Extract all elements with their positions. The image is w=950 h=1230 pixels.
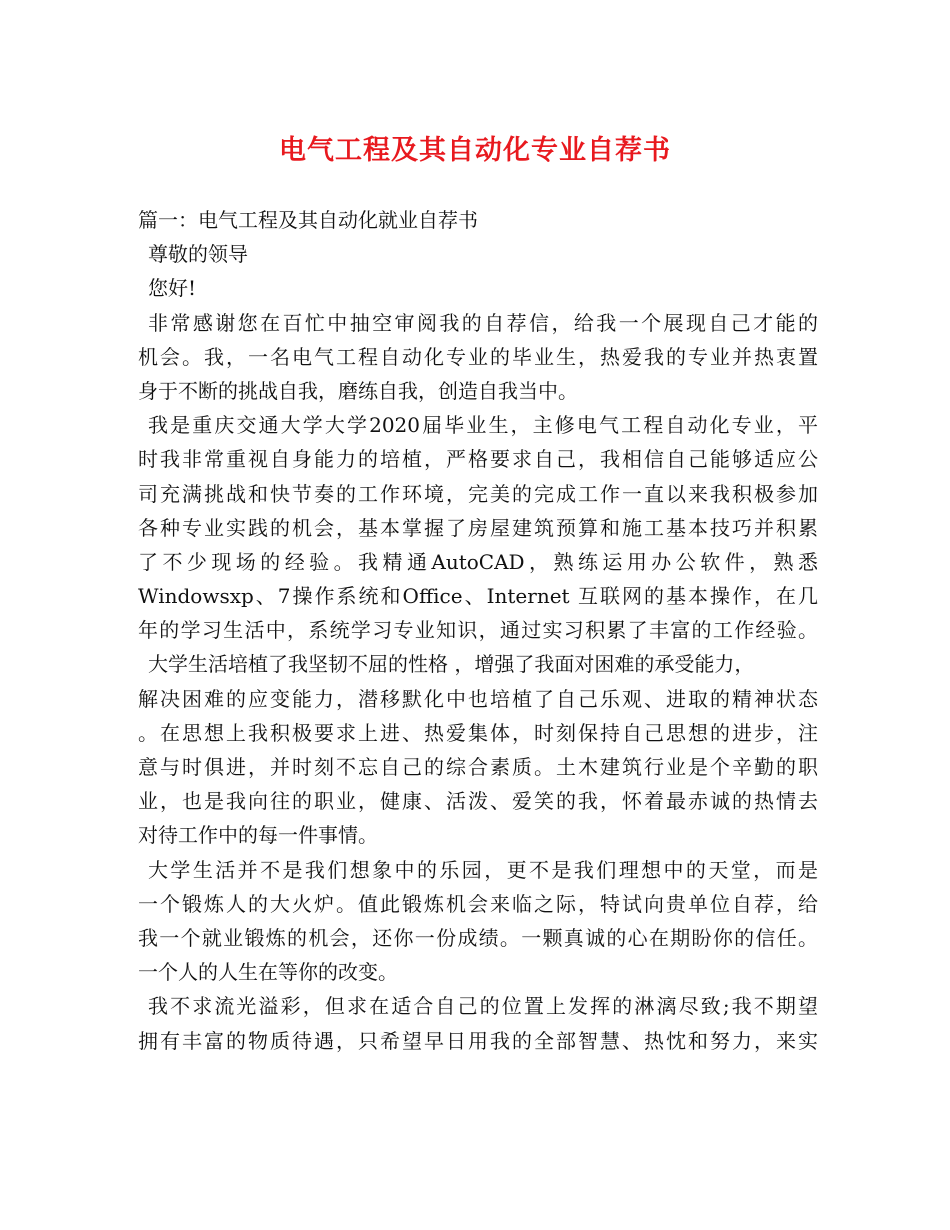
text-line: 一个锻炼人的大火炉。值此锻炼机会来临之际，特试向贵单位自荐，给 <box>138 891 818 916</box>
text-line: 时我非常重视自身能力的培植，严格要求自己，我相信自己能够适应公 <box>138 447 818 472</box>
text-line: 机会。我，一名电气工程自动化专业的毕业生，热爱我的专业并热衷置 <box>138 344 818 369</box>
text-line: 各种专业实践的机会，基本掌握了房屋建筑预算和施工基本技巧并积累 <box>138 515 818 540</box>
text-line: 我是重庆交通大学大学2020届毕业生，主修电气工程自动化专业，平 <box>148 413 818 438</box>
text-line: Windowsxp、7操作系统和Office、Internet 互联网的基本操作，在几 <box>138 584 818 609</box>
text-line: 大学生活培植了我坚韧不屈的性格 ，增强了我面对困难的承受能力， <box>148 652 755 677</box>
text-line: 我不求流光溢彩，但求在适合自己的位置上发挥的淋漓尽致;我不期望 <box>148 994 818 1019</box>
text-line: 对待工作中的每一件事情。 <box>138 823 378 848</box>
text-line: 一个人的人生在等你的改变。 <box>138 960 398 985</box>
text-line: 了不少现场的经验。我精通AutoCAD，熟练运用办公软件，熟悉 <box>138 549 818 574</box>
text-line: 非常感谢您在百忙中抽空审阅我的自荐信，给我一个展现自己才能的 <box>148 310 818 335</box>
document-body <box>138 203 818 1058</box>
text-line: 您好! <box>148 276 197 301</box>
text-line: 篇一：电气工程及其自动化就业自荐书 <box>138 208 478 232</box>
text-line: 。在思想上我积极要求上进、热爱集体，时刻保持自己思想的进步，注 <box>138 720 818 745</box>
text-line: 解决困难的应变能力，潜移默化中也培植了自己乐观、进取的精神状态 <box>138 686 818 711</box>
text-line: 司充满挑战和快节奏的工作环境，完美的完成工作一直以来我积极参加 <box>138 481 818 506</box>
document-title: 电气工程及其自动化专业自荐书 <box>279 135 671 166</box>
text-line: 我一个就业锻炼的机会，还你一份成绩。一颗真诚的心在期盼你的信任。 <box>138 925 818 950</box>
text-line: 业，也是我向往的职业，健康、活泼、爱笑的我，怀着最赤诚的热情去 <box>138 789 818 814</box>
text-line: 意与时俱进，并时刻不忘自己的综合素质。土木建筑行业是个辛勤的职 <box>138 755 818 779</box>
text-line: 拥有丰富的物质待遇，只希望早日用我的全部智慧、热忱和努力，来实 <box>138 1028 818 1053</box>
text-line: 身于不断的挑战自我，磨练自我，创造自我当中。 <box>138 378 578 403</box>
text-line: 大学生活并不是我们想象中的乐园，更不是我们理想中的天堂，而是 <box>148 857 818 882</box>
text-line: 年的学习生活中，系统学习专业知识，通过实习积累了丰富的工作经验。 <box>138 618 818 643</box>
text-line: 尊敬的领导 <box>148 242 248 267</box>
